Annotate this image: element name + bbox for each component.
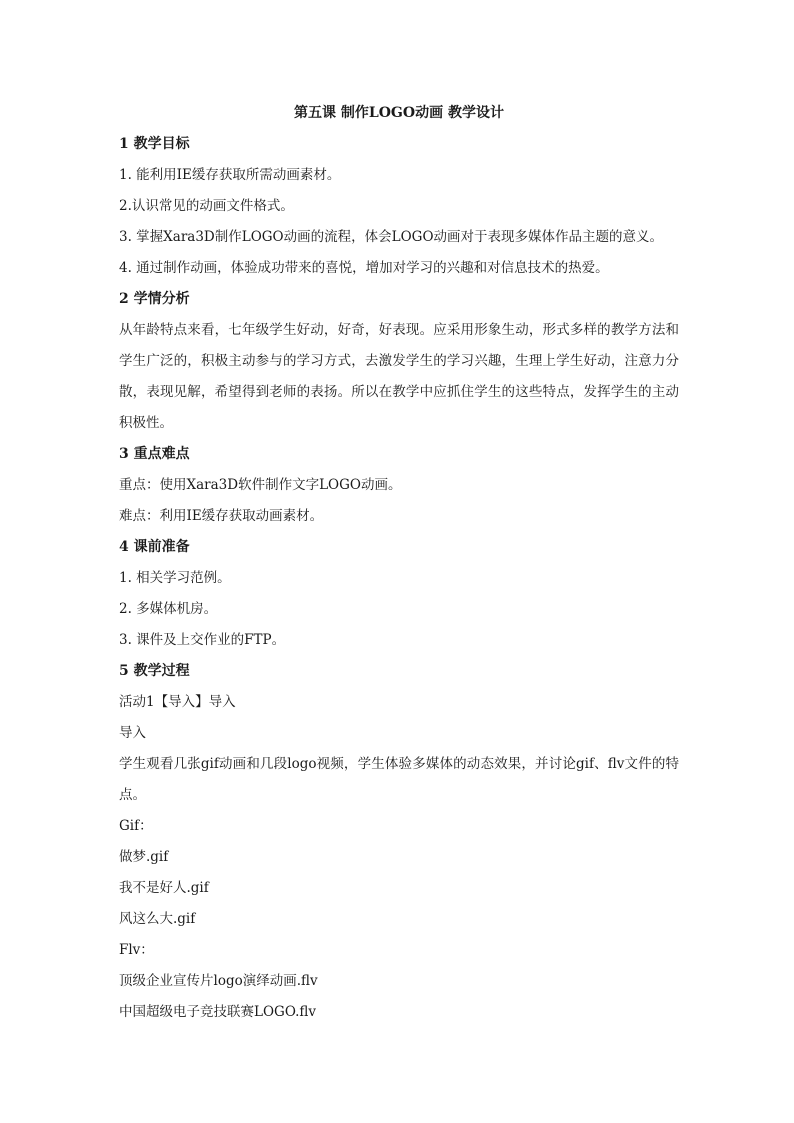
file-name: 顶级企业宣传片logo演绎动画.flv xyxy=(119,973,318,989)
file-name: 做梦.gif xyxy=(119,849,169,865)
activity-description: 学生观看几张gif动画和几段logo视频，学生体验多媒体的动态效果，并讨论gif、flv文件的特点。 xyxy=(119,756,679,803)
activity-subtitle: 导入 xyxy=(119,725,146,741)
objective-item: 4. 通过制作动画，体验成功带来的喜悦，增加对学习的兴趣和对信息技术的热爱。 xyxy=(119,260,609,276)
activity-title: 活动1【导入】导入 xyxy=(119,694,236,710)
file-group-label: Flv： xyxy=(119,942,154,958)
key-point-item: 难点：利用IE缓存获取动画素材。 xyxy=(119,508,324,524)
file-group-label: Gif： xyxy=(119,818,153,834)
file-name: 风这么大.gif xyxy=(119,911,196,927)
learner-analysis-paragraph: 从年龄特点来看，七年级学生好动，好奇，好表现。应采用形象生动，形式多样的教学方法和学生广泛的，积极主动参与的学习方式，去激发学生的学习兴趣，生理上学生好动，注意力分散，表现见解，希望得到老师的表扬。所以在教学中应抓住学生的这些特点，发挥学生的主动积极性。 xyxy=(119,322,679,431)
preparation-item: 1. 相关学习范例。 xyxy=(119,570,231,586)
objective-item: 1. 能利用IE缓存获取所需动画素材。 xyxy=(119,167,341,183)
file-name: 中国超级电子竞技联赛LOGO.flv xyxy=(119,1004,317,1020)
section-heading-preparation: 4 课前准备 xyxy=(119,539,190,555)
preparation-item: 3. 课件及上交作业的FTP。 xyxy=(119,632,286,648)
objective-item: 2.认识常见的动画文件格式。 xyxy=(119,198,294,214)
document-body xyxy=(119,98,679,1028)
section-heading-key-points: 3 重点难点 xyxy=(119,446,190,462)
section-heading-objectives: 1 教学目标 xyxy=(119,136,190,152)
section-heading-learner-analysis: 2 学情分析 xyxy=(119,291,190,307)
section-heading-teaching-process: 5 教学过程 xyxy=(119,663,190,679)
key-point-item: 重点：使用Xara3D软件制作文字LOGO动画。 xyxy=(119,477,402,493)
objective-item: 3. 掌握Xara3D制作LOGO动画的流程，体会LOGO动画对于表现多媒体作品主题的意义。 xyxy=(119,229,664,245)
preparation-item: 2. 多媒体机房。 xyxy=(119,601,218,617)
file-name: 我不是好人.gif xyxy=(119,880,209,896)
document-title: 第五课 制作LOGO动画 教学设计 xyxy=(294,105,504,121)
